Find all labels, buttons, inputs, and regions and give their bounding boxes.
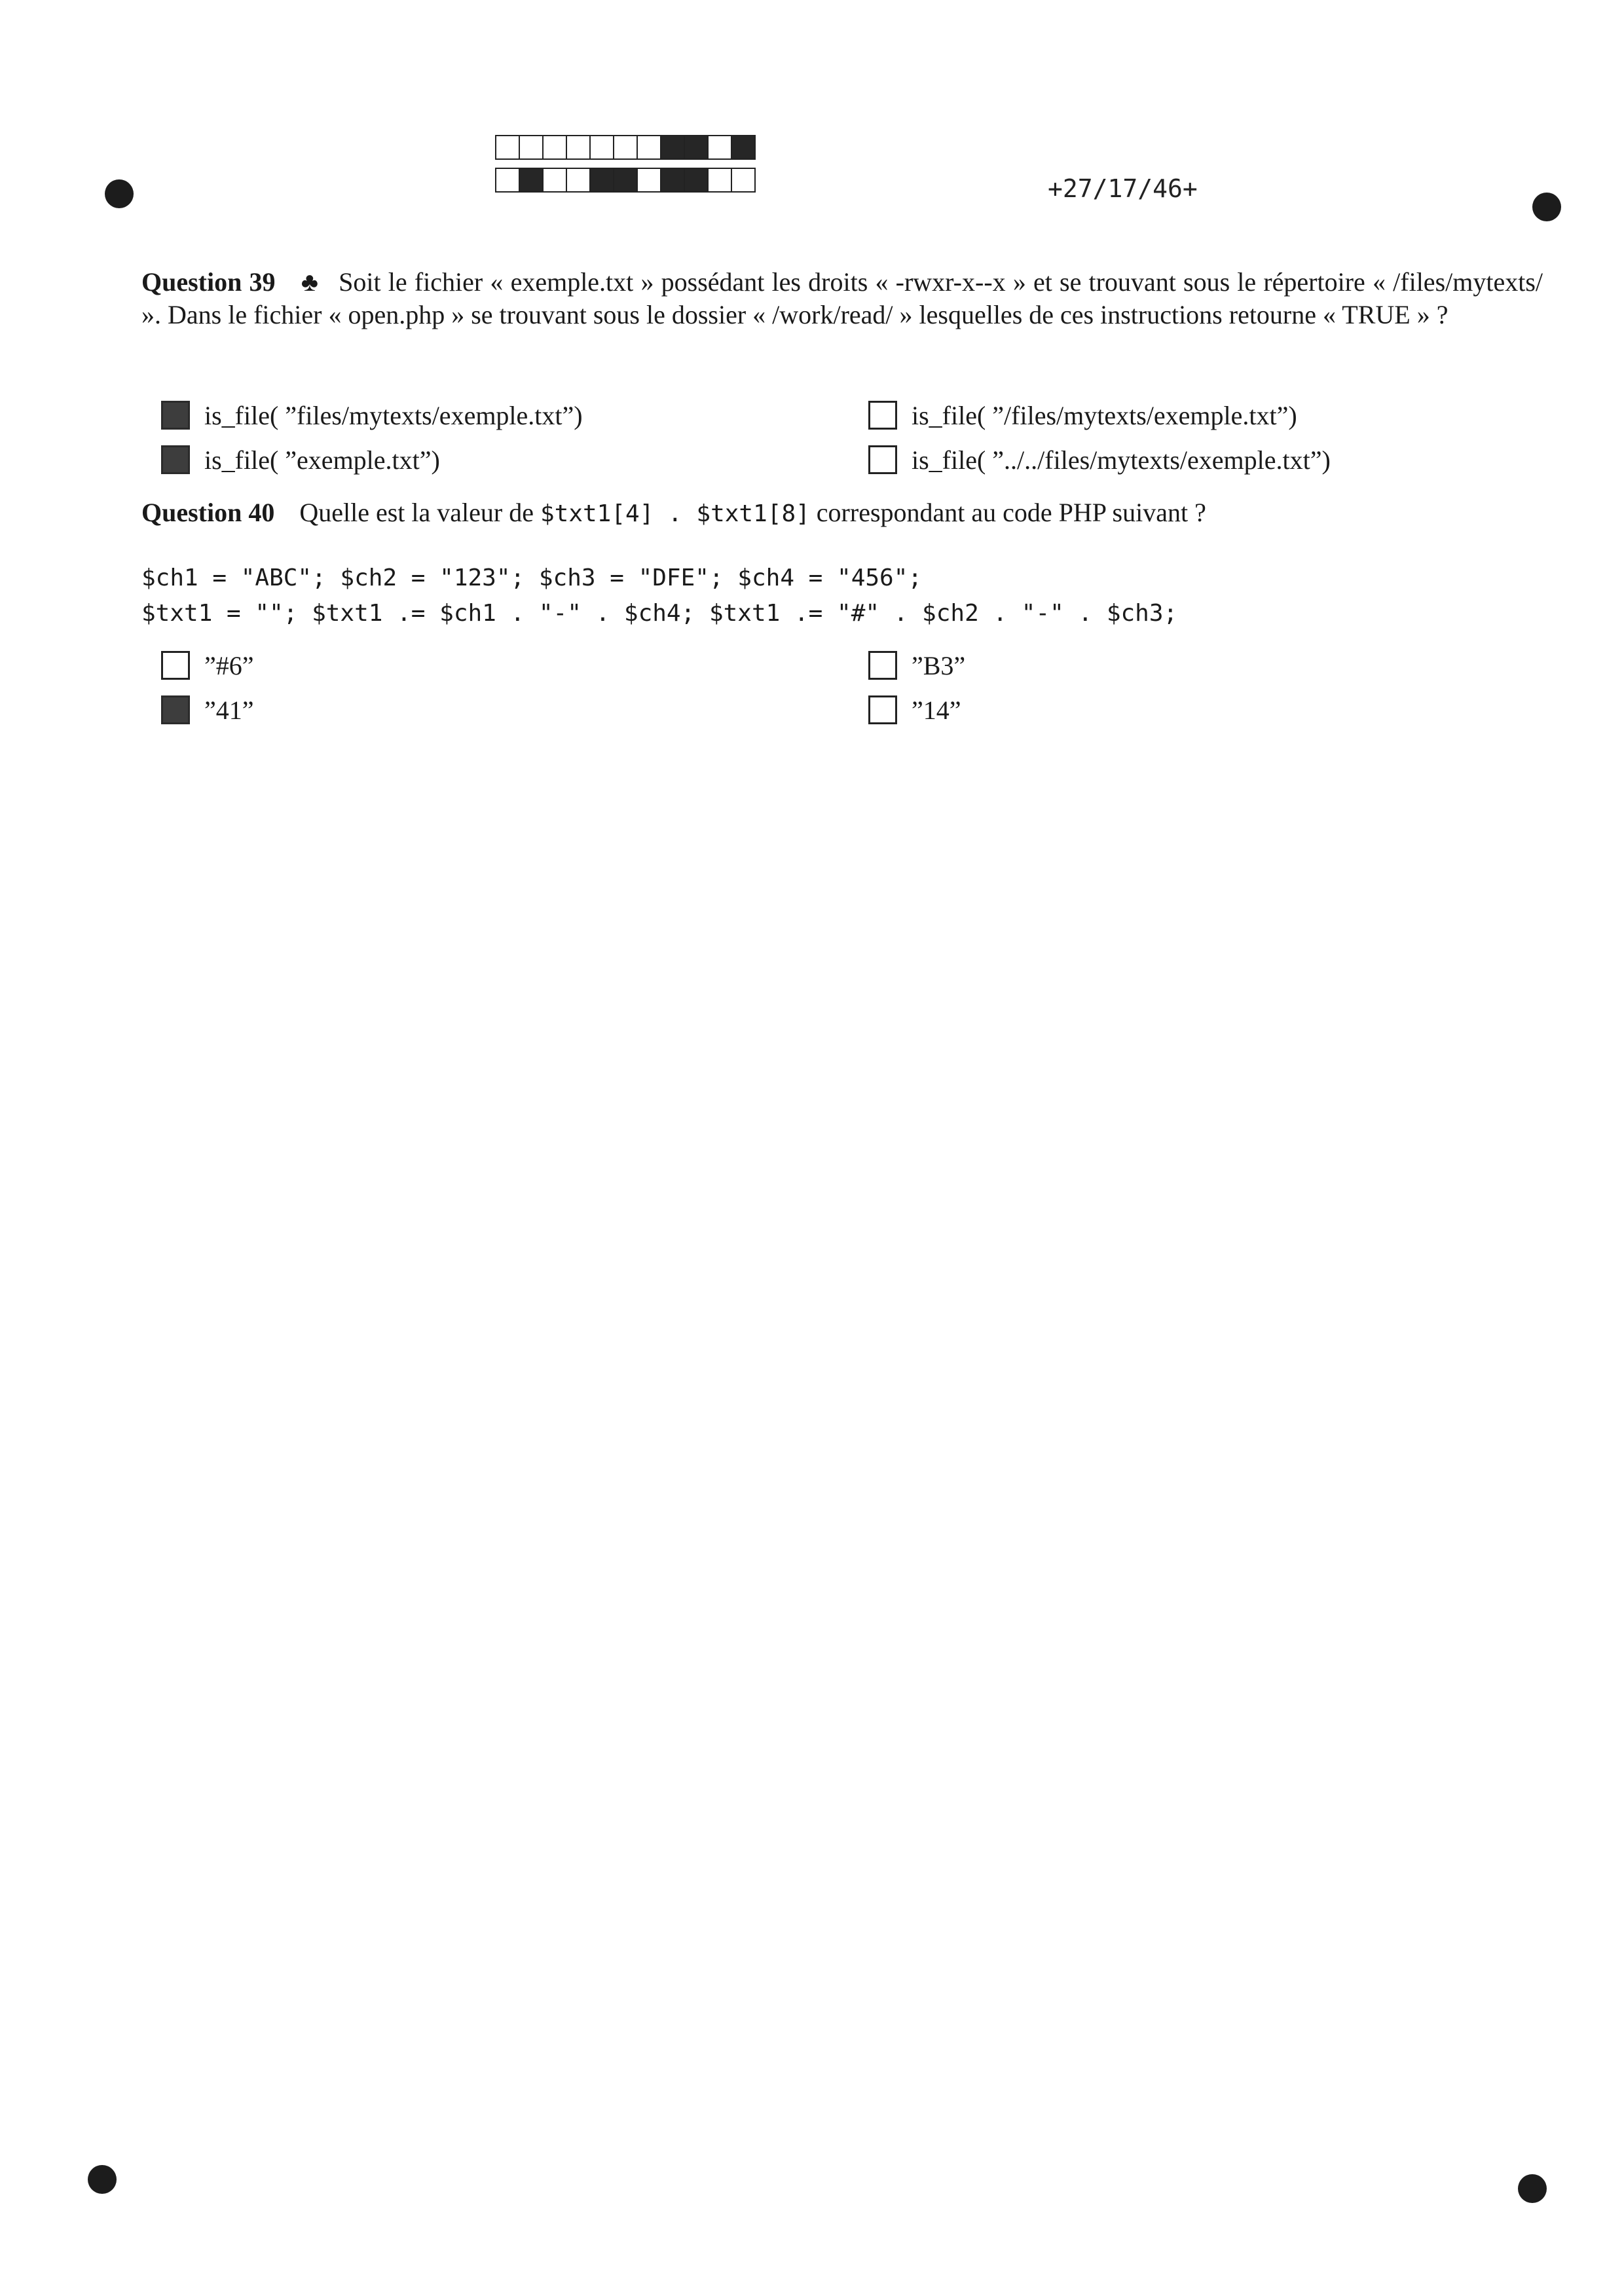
barcode-row-1	[495, 135, 754, 160]
answer-option[interactable]	[161, 398, 868, 432]
question-39-statement	[141, 266, 1543, 331]
checkbox[interactable]	[161, 401, 190, 430]
barcode-cell	[613, 135, 638, 160]
barcode-cell	[566, 168, 591, 193]
code-block	[141, 561, 1177, 631]
checkbox[interactable]	[161, 651, 190, 680]
barcode-cell	[660, 135, 685, 160]
option-label: ”B3”	[912, 650, 966, 680]
barcode-cell	[684, 168, 709, 193]
checkbox[interactable]	[868, 651, 897, 680]
question-40-options	[161, 648, 1536, 727]
barcode-cell	[589, 168, 614, 193]
checkbox[interactable]	[868, 401, 897, 430]
question-39-label: Question 39	[141, 267, 276, 297]
answer-option[interactable]	[868, 648, 1523, 682]
answer-option[interactable]	[868, 443, 1523, 477]
barcode-cell	[589, 135, 614, 160]
barcode-cell	[566, 135, 591, 160]
barcode-cell	[707, 135, 732, 160]
option-label: ”41”	[204, 695, 254, 725]
question-40-label: Question 40	[141, 498, 275, 527]
option-label: is_file( ”files/mytexts/exemple.txt”)	[204, 400, 583, 430]
barcode-cell	[637, 135, 661, 160]
option-label: ”14”	[912, 695, 961, 725]
answer-option[interactable]	[161, 648, 868, 682]
barcode-cell	[542, 135, 567, 160]
checkbox[interactable]	[868, 445, 897, 474]
registration-mark-top-right	[1532, 193, 1561, 221]
barcode-cell	[613, 168, 638, 193]
question-40-text-before: Quelle est la valeur de	[299, 498, 540, 527]
option-label: is_file( ”../../files/mytexts/exemple.txt”)	[912, 445, 1331, 475]
barcode-cell	[637, 168, 661, 193]
registration-mark-bottom-right	[1518, 2174, 1547, 2203]
checkbox[interactable]	[161, 445, 190, 474]
question-39-text: Soit le fichier « exemple.txt » possédant les droits « -rwxr-x--x » et se trouvant sous le répertoire « /files/mytexts/ ». Dans le fichier « open.php » se trouvant sous le dossier « /work/read/ » lesquelles de ces instructions retourne « TRUE » ?	[141, 267, 1543, 329]
barcode-cell	[731, 168, 756, 193]
option-label: ”#6”	[204, 650, 254, 680]
answer-option[interactable]	[161, 693, 868, 727]
checkbox[interactable]	[161, 695, 190, 724]
barcode-row-2	[495, 168, 754, 193]
barcode-cell	[731, 135, 756, 160]
barcode-cell	[684, 135, 709, 160]
barcode-cell	[495, 135, 520, 160]
option-label: is_file( ”/files/mytexts/exemple.txt”)	[912, 400, 1297, 430]
answer-option[interactable]	[868, 398, 1523, 432]
club-icon: ♣	[300, 267, 320, 297]
question-40	[141, 496, 1543, 530]
barcode-cell	[660, 168, 685, 193]
barcode-cell	[519, 168, 544, 193]
question-40-text-after: correspondant au code PHP suivant ?	[809, 498, 1206, 527]
question-40-expression: $txt1[4] . $txt1[8]	[540, 500, 810, 527]
option-label: is_file( ”exemple.txt”)	[204, 445, 440, 475]
exam-id: +27/17/46+	[1048, 174, 1198, 203]
answer-option[interactable]	[161, 443, 868, 477]
barcode-cell	[495, 168, 520, 193]
registration-mark-top-left	[105, 179, 134, 208]
code-line: $txt1 = ""; $txt1 .= $ch1 . "-" . $ch4; $txt1 .= "#" . $ch2 . "-" . $ch3;	[141, 600, 1178, 627]
barcode-cell	[707, 168, 732, 193]
checkbox[interactable]	[868, 695, 897, 724]
registration-mark-bottom-left	[88, 2165, 117, 2194]
barcode-cell	[542, 168, 567, 193]
question-39-options	[161, 398, 1536, 477]
barcode-cell	[519, 135, 544, 160]
code-line: $ch1 = "ABC"; $ch2 = "123"; $ch3 = "DFE"; $ch4 = "456";	[141, 565, 923, 591]
answer-option[interactable]	[868, 693, 1523, 727]
question-39	[141, 266, 1543, 331]
